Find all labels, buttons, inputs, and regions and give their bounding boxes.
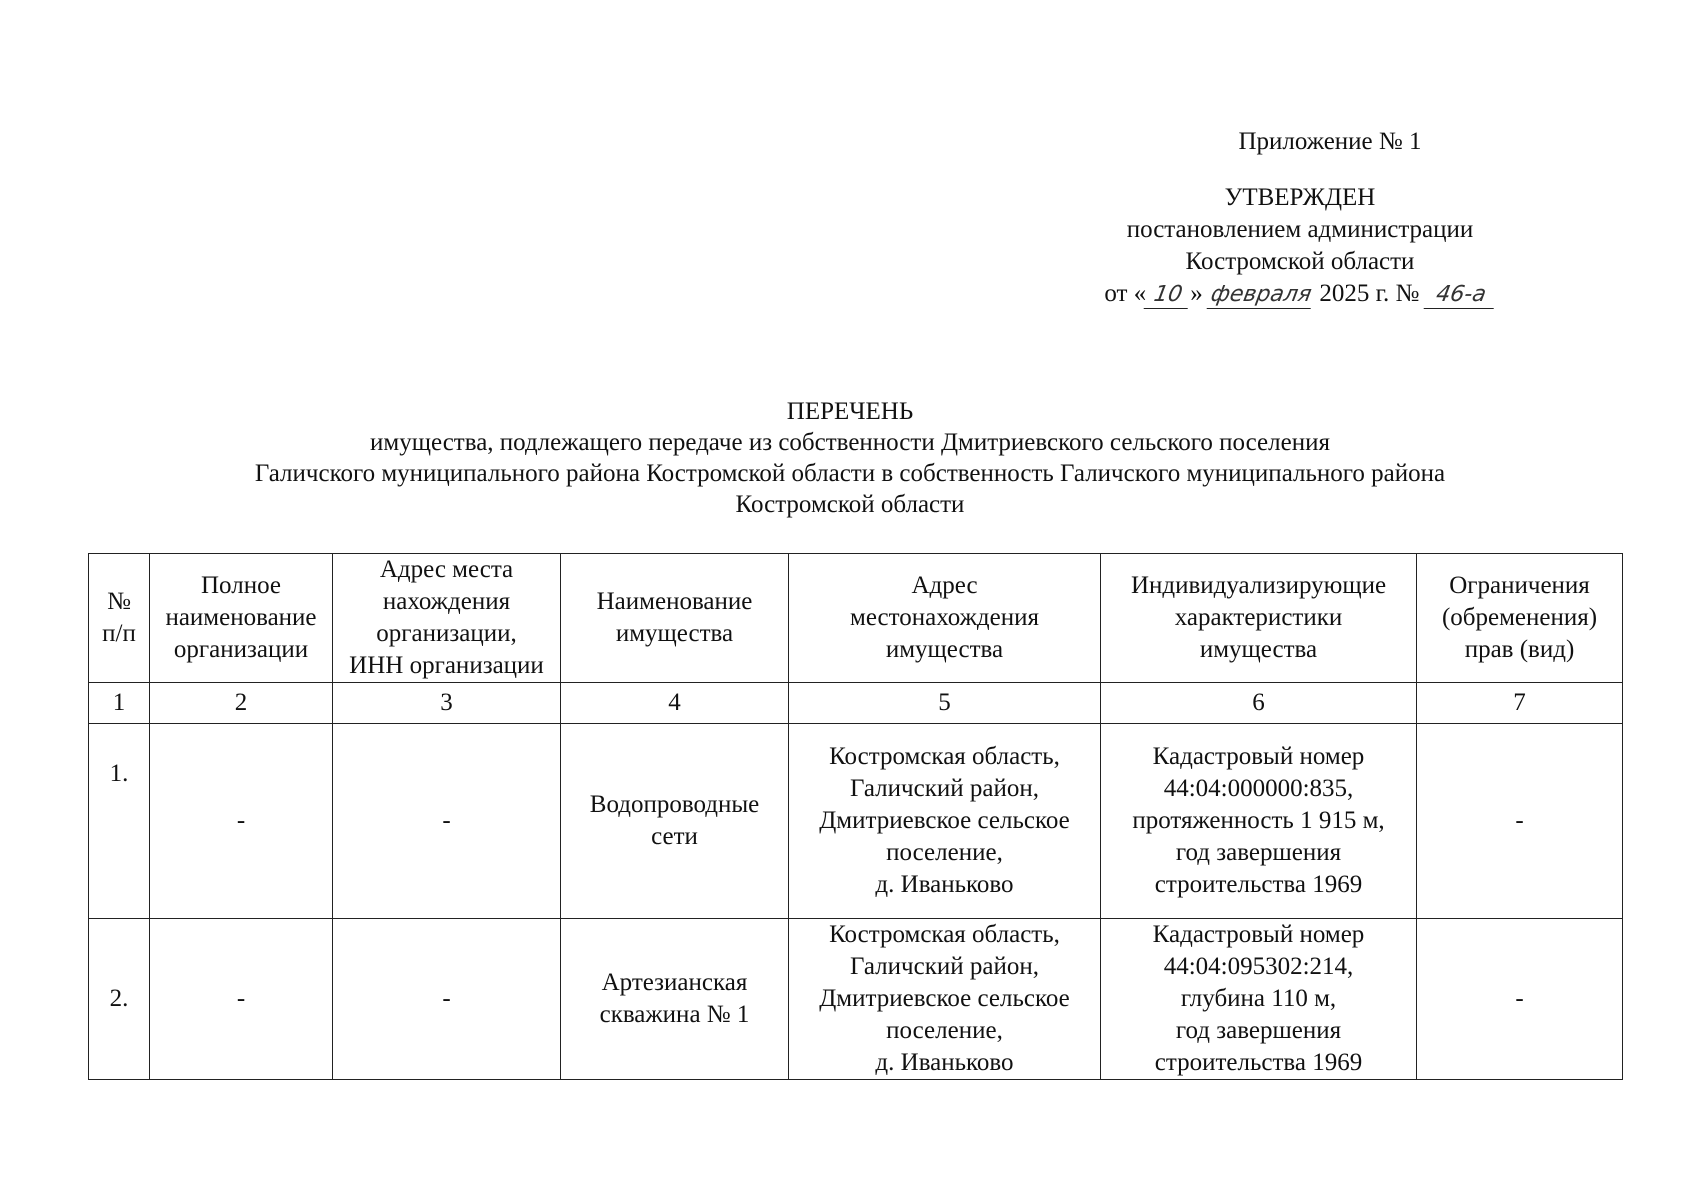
row-number: 1. <box>89 724 150 919</box>
annex-label: Приложение № 1 <box>1238 128 1422 155</box>
org-address-cell: - <box>333 919 561 1080</box>
property-table <box>88 553 1623 1080</box>
property-address-cell: Костромская область, Галичский район, Дмитриевское сельское поселение, д. Иваньково <box>789 919 1101 1080</box>
column-number: 5 <box>789 683 1101 724</box>
title-line-2: Галичского муниципального района Костромской области в собственность Галичского муниципального района <box>254 460 1446 487</box>
column-number: 1 <box>89 683 150 724</box>
title-heading: ПЕРЕЧЕНЬ <box>786 398 914 425</box>
property-name-cell: Артезианская скважина № 1 <box>561 919 789 1080</box>
column-number: 3 <box>333 683 561 724</box>
table-header-row <box>89 554 1623 683</box>
approval-date-line <box>1040 278 1560 310</box>
date-month-handwritten: февраля <box>1207 282 1316 309</box>
date-year: 2025 г. № <box>1319 280 1420 307</box>
document-title <box>100 396 1600 520</box>
header-cell: Полное наименование организации <box>150 554 333 683</box>
column-number: 6 <box>1101 683 1417 724</box>
date-prefix: от « <box>1104 280 1147 307</box>
org-name-cell: - <box>150 919 333 1080</box>
characteristics-cell: Кадастровый номер 44:04:095302:214, глубина 110 м, год завершения строительства 1969 <box>1101 919 1417 1080</box>
property-name-cell: Водопроводные сети <box>561 724 789 919</box>
title-line-1: имущества, подлежащего передаче из собственности Дмитриевского сельского поселения <box>370 429 1330 456</box>
column-number-row <box>89 683 1623 724</box>
doc-number-handwritten: 46-а <box>1423 282 1498 309</box>
date-quote-close: » <box>1190 280 1203 307</box>
header-cell: Адрес местонахождения имущества <box>789 554 1101 683</box>
characteristics-cell: Кадастровый номер 44:04:000000:835, протяженность 1 915 м, год завершения строительства 1969 <box>1101 724 1417 919</box>
header-cell: № п/п <box>89 554 150 683</box>
column-number: 2 <box>150 683 333 724</box>
row-number: 2. <box>89 919 150 1080</box>
restrictions-cell: - <box>1417 724 1623 919</box>
approval-block <box>1040 126 1560 310</box>
date-day-handwritten: 10 <box>1144 282 1193 309</box>
header-cell: Индивидуализирующие характеристики имущества <box>1101 554 1417 683</box>
approved-heading: УТВЕРЖДЕН <box>1224 184 1376 211</box>
title-line-3: Костромской области <box>735 491 965 518</box>
property-address-cell: Костромская область, Галичский район, Дмитриевское сельское поселение, д. Иваньково <box>789 724 1101 919</box>
header-cell: Ограничения (обременения) прав (вид) <box>1417 554 1623 683</box>
org-name-cell: - <box>150 724 333 919</box>
table-row <box>89 919 1623 1080</box>
column-number: 7 <box>1417 683 1623 724</box>
table-row <box>89 724 1623 919</box>
header-cell: Наименование имущества <box>561 554 789 683</box>
approval-line-1: постановлением администрации <box>1126 216 1474 243</box>
org-address-cell: - <box>333 724 561 919</box>
header-cell: Адрес места нахождения организации, ИНН организации <box>333 554 561 683</box>
restrictions-cell: - <box>1417 919 1623 1080</box>
column-number: 4 <box>561 683 789 724</box>
approval-line-2: Костромской области <box>1185 248 1415 275</box>
